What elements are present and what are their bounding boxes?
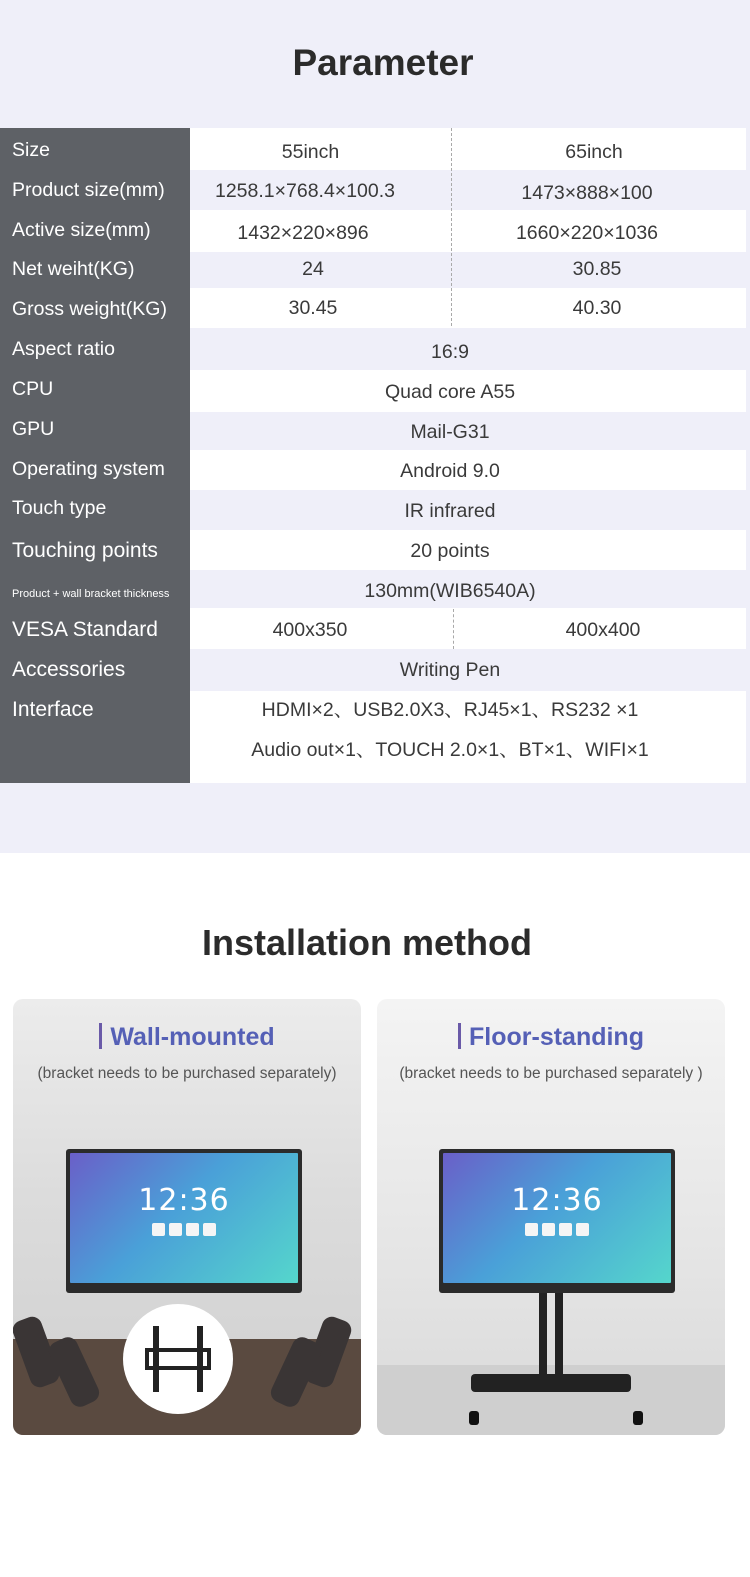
spec-label-touching-points: Touching points	[12, 539, 158, 562]
spec-value-os: Android 9.0	[400, 460, 500, 482]
spec-label-active-size: Active size(mm)	[12, 219, 151, 241]
spec-value-touch-type: IR infrared	[404, 500, 496, 522]
spec-value-gross-weight-55: 30.45	[288, 297, 338, 319]
heading-accent-bar	[458, 1023, 461, 1049]
spec-value-aspect-ratio: 16:9	[431, 341, 469, 363]
spec-value-column	[190, 128, 746, 783]
stand-pole	[555, 1293, 563, 1385]
spec-value-bracket-thickness: 130mm(WIB6540A)	[364, 580, 536, 602]
installation-title: Installation method	[201, 922, 532, 963]
spec-value-vesa-65: 400x400	[565, 619, 641, 641]
spec-value-interface-line2: Audio out×1、TOUCH 2.0×1、BT×1、WIFI×1	[251, 739, 649, 761]
floor-standing-card	[377, 999, 725, 1435]
spec-label-net-weight: Net weiht(KG)	[12, 258, 135, 280]
app-icon	[169, 1223, 182, 1236]
spec-label-cpu: CPU	[12, 378, 54, 400]
app-icon	[152, 1223, 165, 1236]
tv-clock: 12:36	[138, 1183, 230, 1218]
spec-label-gross-weight: Gross weight(KG)	[12, 298, 167, 320]
spec-value-product-size-65: 1473×888×100	[521, 182, 653, 204]
wall-mounted-card	[13, 999, 361, 1435]
spec-label-aspect-ratio: Aspect ratio	[12, 338, 115, 360]
floor-standing-title: Floor-standing	[469, 1023, 644, 1051]
spec-value-touching-points: 20 points	[410, 540, 490, 562]
spec-label-gpu: GPU	[12, 418, 55, 440]
spec-value-accessories: Writing Pen	[399, 659, 501, 681]
spec-label-os: Operating system	[12, 458, 165, 480]
stand-base	[471, 1374, 631, 1392]
bracket-frame	[145, 1348, 211, 1370]
stand-pole	[539, 1293, 547, 1385]
app-icon	[542, 1223, 555, 1236]
stand-wheel	[633, 1411, 643, 1425]
tv-screen	[443, 1153, 671, 1283]
spec-value-vesa-55: 400x350	[272, 619, 348, 641]
app-icon	[525, 1223, 538, 1236]
app-icon	[559, 1223, 572, 1236]
spec-value-size-55: 55inch	[281, 141, 340, 163]
tv-clock: 12:36	[511, 1183, 603, 1218]
wall-mounted-subtitle: (bracket needs to be purchased separately)	[37, 1065, 337, 1082]
spec-table	[0, 128, 746, 783]
spec-value-gpu: Mail-G31	[410, 421, 490, 443]
tv-screen	[70, 1153, 298, 1283]
app-icon	[203, 1223, 216, 1236]
spec-label-size: Size	[12, 139, 50, 161]
spec-value-interface-line1: HDMI×2、USB2.0X3、RJ45×1、RS232 ×1	[261, 699, 639, 721]
stand-wheel	[469, 1411, 479, 1425]
spec-label-touch-type: Touch type	[12, 497, 107, 519]
app-icon	[576, 1223, 589, 1236]
floor-tv-image	[439, 1149, 675, 1293]
app-icon	[186, 1223, 199, 1236]
spec-value-product-size-55: 1258.1×768.4×100.3	[214, 180, 395, 202]
spec-value-cpu: Quad core A55	[384, 381, 516, 403]
spec-label-column	[0, 128, 190, 783]
wall-mounted-heading	[13, 1023, 361, 1052]
floor-standing-heading	[377, 1023, 725, 1052]
parameter-title: Parameter	[292, 42, 474, 83]
wall-bracket-image	[123, 1304, 233, 1414]
tv-app-row	[443, 1223, 671, 1241]
floor-standing-subtitle: (bracket needs to be purchased separately )	[399, 1065, 703, 1082]
spec-value-active-size-55: 1432×220×896	[237, 222, 369, 244]
spec-label-product-size: Product size(mm)	[12, 179, 165, 201]
spec-value-net-weight-65: 30.85	[572, 258, 622, 280]
spec-value-active-size-65: 1660×220×1036	[515, 222, 659, 244]
spec-value-net-weight-55: 24	[302, 258, 324, 280]
spec-label-vesa: VESA Standard	[12, 618, 158, 641]
wall-tv-image	[66, 1149, 302, 1293]
spec-label-interface: Interface	[12, 698, 94, 721]
wall-mounted-title: Wall-mounted	[110, 1023, 275, 1051]
spec-label-bracket-thickness: Product + wall bracket thickness	[12, 588, 170, 600]
heading-accent-bar	[99, 1023, 102, 1049]
spec-value-size-65: 65inch	[565, 141, 623, 163]
spec-value-gross-weight-65: 40.30	[572, 297, 622, 319]
tv-app-row	[70, 1223, 298, 1241]
spec-label-accessories: Accessories	[12, 658, 126, 681]
